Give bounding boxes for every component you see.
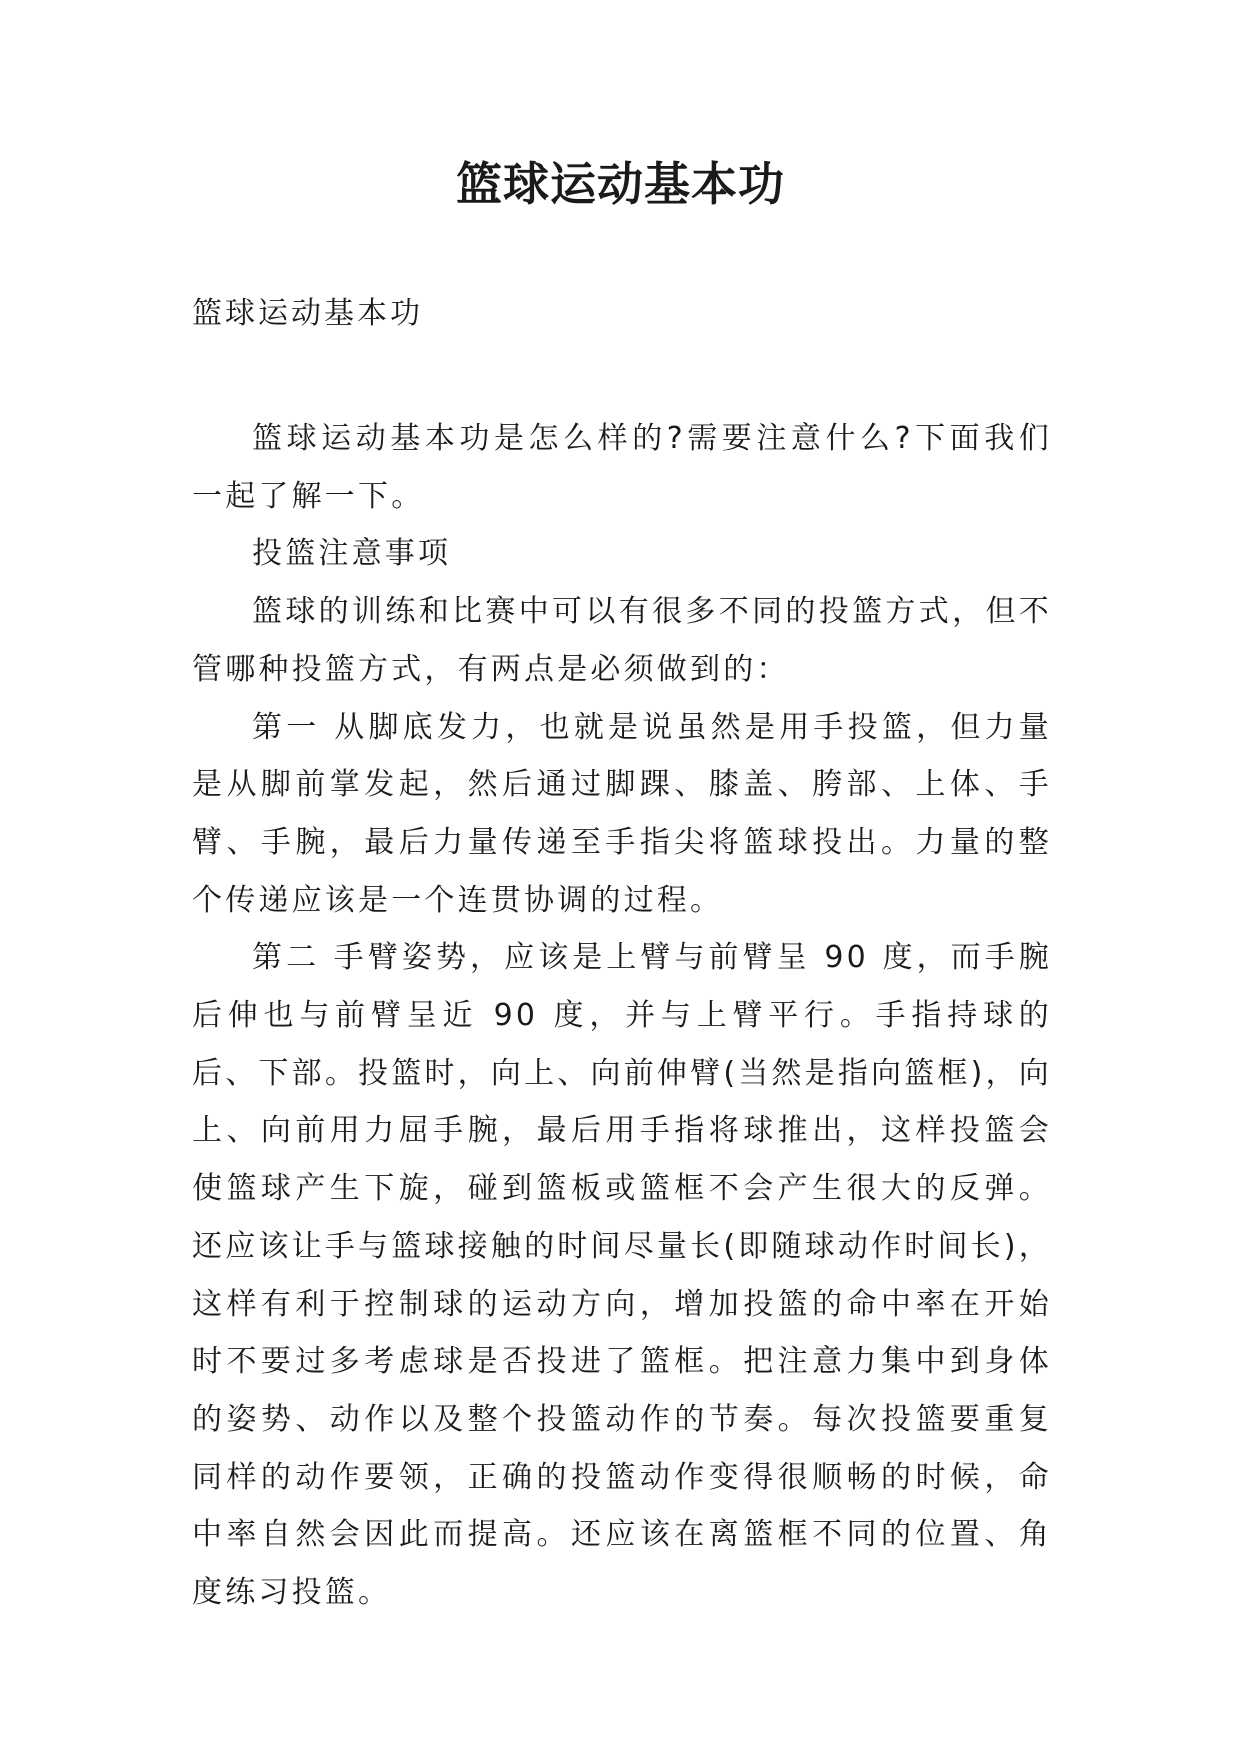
intro-paragraph: 篮球运动基本功是怎么样的?需要注意什么?下面我们一起了解一下。 (192, 421, 1052, 514)
document-body (192, 410, 1052, 1622)
body-paragraph: 第一 从脚底发力，也就是说虽然是用手投篮，但力量是从脚前掌发起，然后通过脚踝、膝盖、胯部、上体、手臂、手腕，最后力量传递至手指尖将篮球投出。力量的整个传递应该是一个连贯协调的过程。 (192, 709, 1052, 918)
body-paragraph: 第二 手臂姿势，应该是上臂与前臂呈 90 度，而手腕后伸也与前臂呈近 90 度，并与上臂平行。手指持球的后、下部。投篮时，向上、向前伸臂(当然是指向篮框)，向上、向前用力屈手腕，最后用手指将球推出，这样投篮会使篮球产生下旋，碰到篮板或篮框不会产生很大的反弹。还应该让手与篮球接触的时间尽量长(即随球动作时间长)，这样有利于控制球的运动方向，增加投篮的命中率在开始时不要过多考虑球是否投进了篮框。把注意力集中到身体的姿势、动作以及整个投篮动作的节奏。每次投篮要重复同样的动作要领，正确的投篮动作变得很顺畅的时候，命中率自然会因此而提高。还应该在离篮框不同的位置、角度练习投篮。 (192, 940, 1052, 1611)
section-heading: 投篮注意事项 (252, 536, 452, 572)
body-paragraph: 篮球的训练和比赛中可以有很多不同的投篮方式，但不管哪种投篮方式，有两点是必须做到的： (192, 594, 1052, 687)
document-subtitle: 篮球运动基本功 (192, 296, 423, 331)
document-title: 篮球运动基本功 (456, 157, 785, 211)
